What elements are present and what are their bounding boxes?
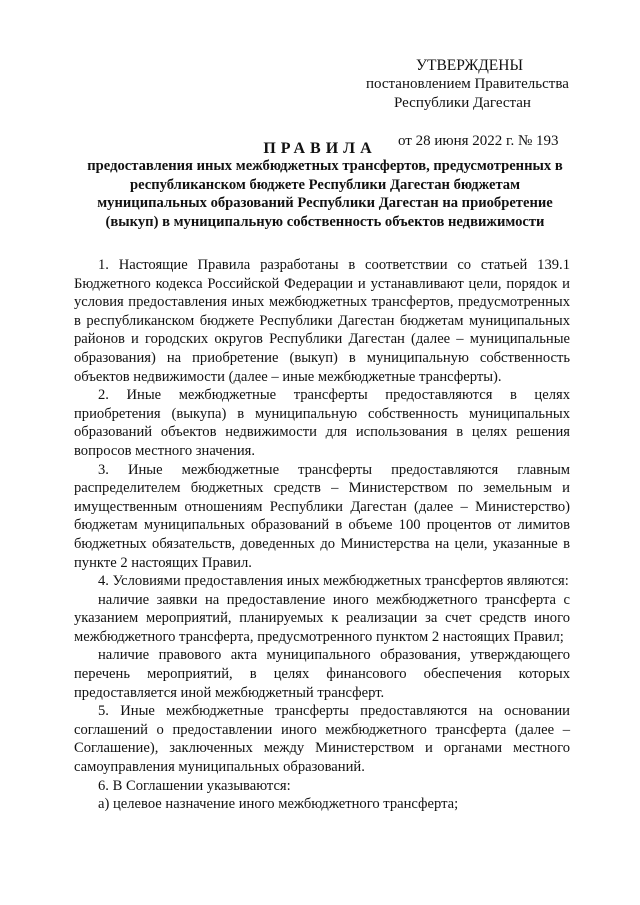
approval-resolution: постановлением Правительства — [366, 76, 569, 92]
paragraph-6: 6. В Соглашении указываются: — [98, 777, 291, 794]
document-title: ПРАВИЛА — [263, 140, 377, 157]
paragraph-4: 4. Условиями предоставления иных межбюджетных трансфертов являются: — [98, 573, 569, 590]
subtitle-line: республиканском бюджете Республики Дагестан бюджетам — [129, 176, 521, 193]
paragraph-3: 3. Иные межбюджетные трансферты предоставляются главным распределителем бюджетных средств – Министерством по земельным и имущественным отношениям Республики Дагестан (далее – Министерство) бюджетам муниципальных образований в объеме 100 процентов от лимитов бюджетных обязательств, доведенных до Министерства на цели, указанные в пункте 2 настоящих Правил. — [74, 461, 570, 571]
subtitle-line: предоставления иных межбюджетных трансфертов, предусмотренных в — [87, 158, 563, 174]
paragraph-6-item-a: а) целевое назначение иного межбюджетного трансферта; — [98, 796, 459, 813]
approval-heading: УТВЕРЖДЕНЫ — [416, 57, 523, 74]
document-body — [74, 256, 570, 814]
paragraph-2: 2. Иные межбюджетные трансферты предоставляются в целях приобретения (выкупа) в муниципальную собственность муниципальных образований объектов недвижимости для использования в целях решения вопросов местного значения. — [74, 387, 570, 459]
approval-authority: Республики Дагестан — [394, 95, 531, 111]
paragraph-4-condition-b: наличие правового акта муниципального образования, утверждающего перечень мероприятий, в целях финансового обеспечения которых предоставляется иной межбюджетный трансферт. — [74, 647, 570, 701]
approval-stamp — [360, 56, 590, 151]
paragraph-4-condition-a: наличие заявки на предоставление иного межбюджетного трансферта с указанием мероприятий, планируемых к реализации за счет средств иного межбюджетного трансферта, предусмотренного пунктом 2 настоящих Правил; — [74, 591, 570, 645]
approval-date: от 28 июня 2022 г. № 193 — [398, 133, 559, 149]
subtitle-line: (выкуп) в муниципальную собственность объектов недвижимости — [105, 213, 545, 230]
paragraph-1: 1. Настоящие Правила разработаны в соответствии со статьей 139.1 Бюджетного кодекса Российской Федерации и устанавливают цели, порядок и условия предоставления иных межбюджетных трансфертов, предусмотренных в республиканском бюджете Республики Дагестан бюджетам муниципальных районов и городских округов Республики Дагестан (далее – муниципальные образования) на приобретение (выкуп) в муниципальную собственность объектов недвижимости (далее – иные межбюджетные трансферты). — [74, 257, 570, 385]
document-subtitle — [80, 157, 570, 231]
paragraph-5: 5. Иные межбюджетные трансферты предоставляются на основании соглашений о предоставлении иного межбюджетного трансферта (далее – Соглашение), заключенных между Министерством и органами местного самоуправления муниципальных образований. — [74, 703, 570, 776]
subtitle-line: муниципальных образований Республики Дагестан на приобретение — [97, 195, 553, 211]
